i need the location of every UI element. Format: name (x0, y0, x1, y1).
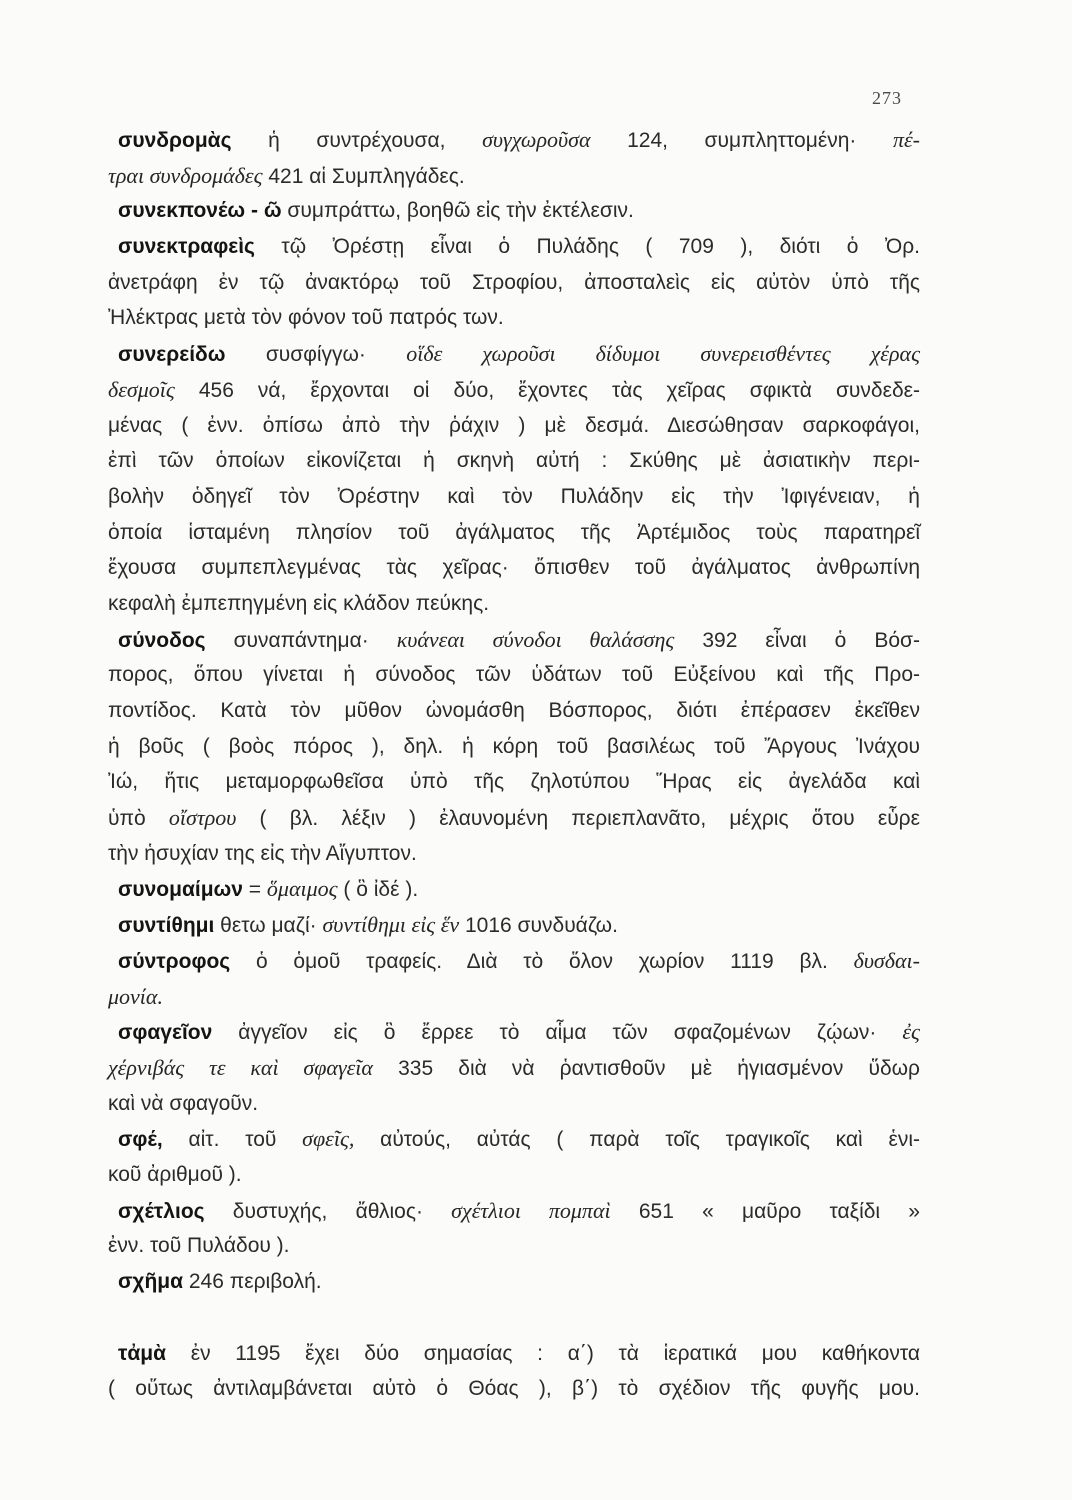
gloss-text: ἔχουσα συμπεπλεγμένας τὰς χεῖρας· ὄπισθεν τοῦ ἀγάλματος ἀνθρωπίνη (108, 556, 920, 580)
entry-line (108, 871, 920, 907)
quoted-text: οἴστρου (168, 805, 237, 831)
gloss-text: 392 εἶναι ὁ Βόσ- (674, 628, 920, 652)
gloss-text: 1016 συνδυάζω. (459, 914, 618, 938)
gloss-text: καὶ νὰ σφαγοῦν. (108, 1091, 259, 1115)
entry-line (108, 300, 920, 336)
gloss-text: πορος, ὅπου γίνεται ἡ σύνοδος τῶν ὑδάτων τοῦ Εὐξείνου καὶ τῆς Προ- (108, 663, 920, 687)
glossary-entry (108, 1193, 920, 1264)
headword: συνερείδω (118, 343, 226, 367)
quoted-text: οἵδε χωροῦσι δίδυμοι συνερεισθέντες χέρας (406, 341, 921, 367)
gloss-text: συναπάντημα· (205, 628, 397, 652)
gloss-text: συμπράττω, βοηθῶ εἰς τὴν ἐκτέλεσιν. (281, 199, 634, 223)
headword: σύντροφος (118, 949, 231, 973)
glossary-entry (108, 907, 920, 943)
page-number: 273 (872, 88, 902, 108)
gloss-text: ὑπὸ (108, 807, 169, 831)
gloss-text: ἡ βοῦς ( βοὸς πόρος ), δηλ. ἡ κόρη τοῦ βασιλέως τοῦ Ἄργους Ἰνάχου (108, 734, 920, 758)
gloss-text: τὴν ἡσυχίαν της εἰς τὴν Αἴγυπτον. (108, 841, 417, 865)
gloss-text: ἀνετράφη ἐν τῷ ἀνακτόρῳ τοῦ Στροφίου, ἀποσταλεὶς εἰς αὐτὸν ὑπὸ τῆς (108, 270, 920, 294)
headword: συνεκτραφεὶς (118, 235, 255, 259)
gloss-text: 456 νά, ἔρχονται οἱ δύο, ἔχοντες τὰς χεῖρας σφικτὰ συνδεδε- (174, 378, 920, 402)
gloss-text: Ἠλέκτρας μετὰ τὸν φόνον τοῦ πατρός των. (108, 306, 504, 330)
glossary-section (108, 1336, 920, 1407)
entry-line (108, 907, 920, 943)
gloss-text: ὁ ὁμοῦ τραφείς. Διὰ τὸ ὅλον χωρίον 1119 βλ. (230, 949, 854, 973)
glossary-entry (108, 122, 920, 193)
glossary-entry (108, 193, 920, 229)
entry-line (108, 1086, 920, 1122)
gloss-text: ἀγγεῖον εἰς ὃ ἔρρεε τὸ αἷμα τῶν σφαζομένων ζῴων· (212, 1021, 903, 1045)
entry-line (108, 1014, 920, 1050)
quoted-text: τραι συνδρομάδες (108, 162, 263, 188)
headword: συνεκπονέω - ῶ (118, 199, 282, 223)
headword: συνομαίμων (118, 878, 243, 902)
gloss-text: 246 περιβολή. (183, 1270, 322, 1293)
entry-line (108, 729, 920, 765)
entry-line (108, 193, 920, 229)
gloss-text: 421 αἱ Συμπληγάδες. (262, 164, 465, 188)
entry-line (108, 515, 920, 551)
entry-line (108, 586, 920, 622)
gloss-text: = (242, 878, 267, 902)
entry-line (108, 336, 920, 372)
quoted-text: ἐς (902, 1019, 920, 1045)
quoted-text: δεσμοῖς (108, 376, 175, 402)
glossary-entry (108, 1014, 920, 1121)
entry-line (108, 657, 920, 693)
entry-line (108, 443, 920, 479)
gloss-text: δυστυχής, ἄθλιος· (204, 1199, 452, 1223)
glossary-entry (108, 622, 920, 872)
gloss-text: κεφαλὴ ἐμπεπηγμένη εἰς κλάδον πεύκης. (108, 591, 490, 615)
glossary-entry (108, 229, 920, 336)
headword: συντίθημι (118, 914, 215, 938)
entry-line (108, 1121, 920, 1157)
gloss-text: ( οὕτως ἀντιλαμβάνεται αὐτὸ ὁ Θόας ), β΄) τὸ σχέδιον τῆς φυγῆς μου. (108, 1377, 920, 1401)
gloss-text: 124, συμπληττομένη· (590, 129, 893, 152)
gloss-text: ποντίδος. Κατὰ τὸν μῦθον ὠνομάσθη Βόσπορος, διότι ἐπέρασεν ἐκεῖθεν (108, 699, 920, 722)
gloss-text: ὁποία ἱσταμένη πλησίον τοῦ ἀγάλματος τῆς Ἀρτέμιδος τοὺς παρατηρεῖ (108, 520, 920, 544)
entry-line (108, 479, 920, 515)
entry-line (108, 158, 920, 194)
entry-line (108, 408, 920, 444)
entry-line (108, 1157, 920, 1193)
entry-line (108, 764, 920, 800)
entry-line (108, 800, 920, 836)
gloss-text: βολὴν ὁδηγεῖ τὸν Ὀρέστην καὶ τὸν Πυλάδην εἰς τὴν Ἰφιγένειαν, ἡ (108, 484, 920, 508)
glossary-entry (108, 1264, 920, 1300)
quoted-text: σφεῖς, (302, 1126, 355, 1152)
quoted-text: σχέτλιοι πομπαὶ (451, 1197, 611, 1223)
entry-line (108, 265, 920, 301)
entry-line (108, 979, 920, 1015)
glossary-entry (108, 943, 920, 1014)
quoted-text: κυάνεαι σύνοδοι θαλάσσης (396, 626, 675, 652)
entry-line (108, 550, 920, 586)
headword: σύνοδος (118, 628, 206, 652)
quoted-text: χέρνιβάς τε καὶ σφαγεῖα (108, 1054, 373, 1080)
entry-line (108, 1228, 920, 1264)
gloss-text: κοῦ ἀριθμοῦ ). (108, 1162, 242, 1186)
gloss-text: αἰτ. τοῦ (162, 1128, 303, 1152)
gloss-text: Ἰώ, ἥτις μεταμορφωθεῖσα ὑπὸ τῆς ζηλοτύπου Ἥρας εἰς ἀγελάδα καὶ (108, 770, 920, 794)
gloss-text: ( βλ. λέξιν ) ἐλαυνομένη περιεπλανᾶτο, μέχρις ὅτου εὗρε (236, 807, 920, 831)
quoted-text: συντίθημι εἰς ἕν (322, 912, 460, 938)
glossary-entry (108, 1336, 920, 1407)
quoted-text: ὅμαιμος (266, 876, 338, 902)
headword: σφέ, (118, 1128, 163, 1152)
gloss-text: τῷ Ὀρέστῃ εἶναι ὁ Πυλάδης ( 709 ), διότι ὁ Ὀρ. (254, 235, 920, 259)
gloss-text: ( ὃ ἰδέ ). (337, 878, 419, 902)
quoted-text: μονία. (108, 983, 163, 1009)
gloss-text: αὐτούς, αὐτάς ( παρὰ τοῖς τραγικοῖς καὶ ἑνι- (354, 1128, 920, 1152)
glossary-entry (108, 1121, 920, 1192)
gloss-text: 335 διὰ νὰ ῥαντισθοῦν μὲ ἡγιασμένον ὕδωρ (372, 1056, 920, 1080)
headword: σφαγεῖον (118, 1021, 213, 1045)
entry-line (108, 622, 920, 658)
glossary-entry (108, 336, 920, 622)
headword: σχῆμα (118, 1270, 184, 1293)
gloss-text: θετω μαζί· (214, 914, 323, 938)
entry-line (108, 836, 920, 872)
gloss-text: ἐπὶ τῶν ὁποίων εἰκονίζεται ἡ σκηνὴ αὐτή : Σκύθης μὲ ἀσιατικὴν περι- (108, 449, 920, 473)
entry-line (108, 1050, 920, 1086)
quoted-text: δυσδαι- (853, 947, 920, 973)
entry-line (108, 943, 920, 979)
headword: σχέτλιος (118, 1199, 205, 1223)
headword: τἀμὰ (118, 1341, 167, 1365)
entry-line (108, 372, 920, 408)
gloss-text: συσφίγγω· (225, 343, 407, 367)
quoted-text: πέ- (892, 127, 920, 152)
entry-line (108, 1371, 920, 1407)
headword: συνδρομὰς (118, 129, 232, 152)
glossary-entry (108, 871, 920, 907)
glossary-section (108, 122, 920, 1300)
gloss-text: μένας ( ἐνν. ὀπίσω ἀπὸ τὴν ῥάχιν ) μὲ δεσμά. Διεσώθησαν σαρκοφάγοι, (108, 413, 920, 437)
gloss-text: ἡ συντρέχουσα, (231, 129, 483, 152)
entry-line (108, 122, 920, 158)
entry-line (108, 693, 920, 729)
entry-line (108, 1336, 920, 1372)
entry-line (108, 1193, 920, 1229)
gloss-text: ἐνν. τοῦ Πυλάδου ). (108, 1234, 290, 1258)
text-block (108, 122, 920, 1407)
entry-line (108, 1264, 920, 1300)
gloss-text: 651 « μαῦρο ταξίδι » (610, 1199, 920, 1223)
entry-line (108, 229, 920, 265)
gloss-text: ἐν 1195 ἔχει δύο σημασίας : α΄) τὰ ἱερατικά μου καθήκοντα (166, 1341, 920, 1365)
quoted-text: συγχωροῦσα (482, 127, 591, 152)
